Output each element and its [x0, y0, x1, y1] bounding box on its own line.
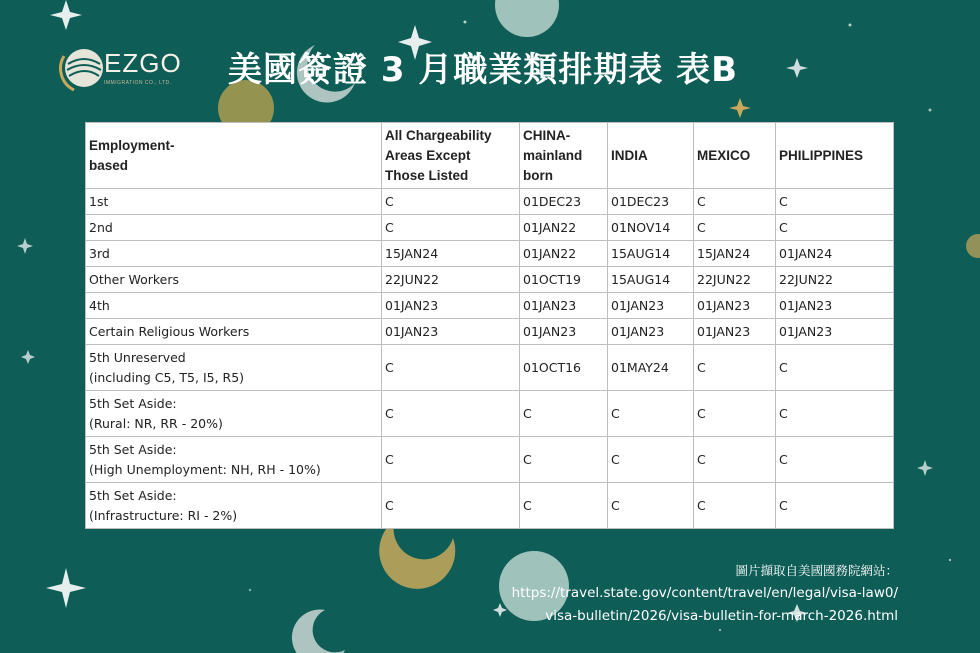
crescent-moon-bottom: [379, 520, 455, 589]
table-row: [86, 189, 894, 215]
table-cell: C: [382, 437, 520, 483]
sparkle-star: [917, 460, 933, 476]
planet-top: [495, 0, 559, 37]
crescent-moon-left-bottom: [292, 610, 345, 653]
source-label: 圖片擷取自美國國務院網站：: [735, 563, 898, 578]
table-cell: C: [520, 483, 608, 529]
table-cell: C: [694, 215, 776, 241]
row-category: 5th Set Aside: (Infrastructure: RI - 2%): [86, 483, 382, 529]
table-row: [86, 319, 894, 345]
table-cell: C: [694, 483, 776, 529]
column-header: Employment- based: [86, 123, 382, 189]
table-cell: 01JAN23: [608, 319, 694, 345]
table-cell: C: [608, 437, 694, 483]
table-cell: 01DEC23: [608, 189, 694, 215]
table-cell: C: [382, 345, 520, 391]
column-header: All Chargeability Areas Except Those Listed: [382, 123, 520, 189]
row-category: 5th Set Aside: (Rural: NR, RR - 20%): [86, 391, 382, 437]
row-category: 2nd: [86, 215, 382, 241]
table-cell: 15AUG14: [608, 267, 694, 293]
table-cell: C: [694, 437, 776, 483]
table-cell: C: [776, 215, 894, 241]
table-cell: C: [520, 391, 608, 437]
table-cell: 01JAN24: [776, 241, 894, 267]
table-row: [86, 345, 894, 391]
table-cell: 01JAN23: [608, 293, 694, 319]
table-cell: 01NOV14: [608, 215, 694, 241]
page-title: 美國簽證 3 月職業類排期表 表B: [228, 50, 739, 90]
table-row: [86, 483, 894, 529]
table-cell: C: [608, 483, 694, 529]
table-cell: 01JAN22: [520, 215, 608, 241]
table-row: [86, 241, 894, 267]
table-cell: C: [776, 437, 894, 483]
table-cell: 01JAN23: [382, 293, 520, 319]
row-category: 1st: [86, 189, 382, 215]
source-credit: [512, 559, 898, 628]
sparkle-star: [21, 350, 35, 364]
table-row: [86, 437, 894, 483]
table-cell: C: [776, 345, 894, 391]
table-cell: C: [520, 437, 608, 483]
table-cell: 01OCT19: [520, 267, 608, 293]
row-category: 5th Unreserved (including C5, T5, I5, R5): [86, 345, 382, 391]
table-cell: C: [382, 189, 520, 215]
table-cell: 01JAN23: [520, 319, 608, 345]
planet-right: [966, 234, 980, 258]
row-category: Certain Religious Workers: [86, 319, 382, 345]
table-header-row: [86, 123, 894, 189]
table-cell: 01MAY24: [608, 345, 694, 391]
table-cell: C: [382, 215, 520, 241]
row-category: 4th: [86, 293, 382, 319]
table-cell: C: [776, 483, 894, 529]
table-cell: 01JAN22: [520, 241, 608, 267]
table-cell: C: [694, 345, 776, 391]
table-cell: C: [694, 189, 776, 215]
table-cell: C: [776, 189, 894, 215]
table-cell: 01JAN23: [382, 319, 520, 345]
column-header: INDIA: [608, 123, 694, 189]
table-cell: C: [382, 391, 520, 437]
table-cell: C: [694, 391, 776, 437]
table-row: [86, 267, 894, 293]
table-row: [86, 293, 894, 319]
table-cell: 01DEC23: [520, 189, 608, 215]
sparkle-star: [729, 98, 751, 118]
sparkle-star: [17, 238, 33, 254]
sparkle-star: [46, 568, 86, 608]
logo-text: EZGO: [104, 48, 182, 78]
table-cell: 15JAN24: [382, 241, 520, 267]
column-header: CHINA- mainland born: [520, 123, 608, 189]
sparkle-star: [786, 58, 808, 78]
table-cell: C: [776, 391, 894, 437]
visa-bulletin-table: [85, 122, 894, 529]
table-cell: 22JUN22: [776, 267, 894, 293]
table-cell: 15AUG14: [608, 241, 694, 267]
table-cell: 01JAN23: [776, 293, 894, 319]
table-cell: 01OCT16: [520, 345, 608, 391]
table-cell: 01JAN23: [694, 319, 776, 345]
source-url-line-2: visa-bulletin/2026/visa-bulletin-for-march-2026.html: [545, 608, 898, 624]
logo-subtitle: IMMIGRATION CO., LTD.: [104, 80, 172, 86]
table-cell: 01JAN23: [694, 293, 776, 319]
table-row: [86, 391, 894, 437]
row-category: Other Workers: [86, 267, 382, 293]
source-url-line-1: https://travel.state.gov/content/travel/en/legal/visa-law0/: [511, 585, 898, 601]
table-cell: 15JAN24: [694, 241, 776, 267]
column-header: MEXICO: [694, 123, 776, 189]
row-category: 3rd: [86, 241, 382, 267]
table-cell: 22JUN22: [694, 267, 776, 293]
row-category: 5th Set Aside: (High Unemployment: NH, RH - 10%): [86, 437, 382, 483]
table-cell: 22JUN22: [382, 267, 520, 293]
table-cell: C: [382, 483, 520, 529]
column-header: PHILIPPINES: [776, 123, 894, 189]
table-row: [86, 215, 894, 241]
table-cell: 01JAN23: [520, 293, 608, 319]
table-cell: 01JAN23: [776, 319, 894, 345]
sparkle-star: [50, 0, 82, 30]
table-cell: C: [608, 391, 694, 437]
